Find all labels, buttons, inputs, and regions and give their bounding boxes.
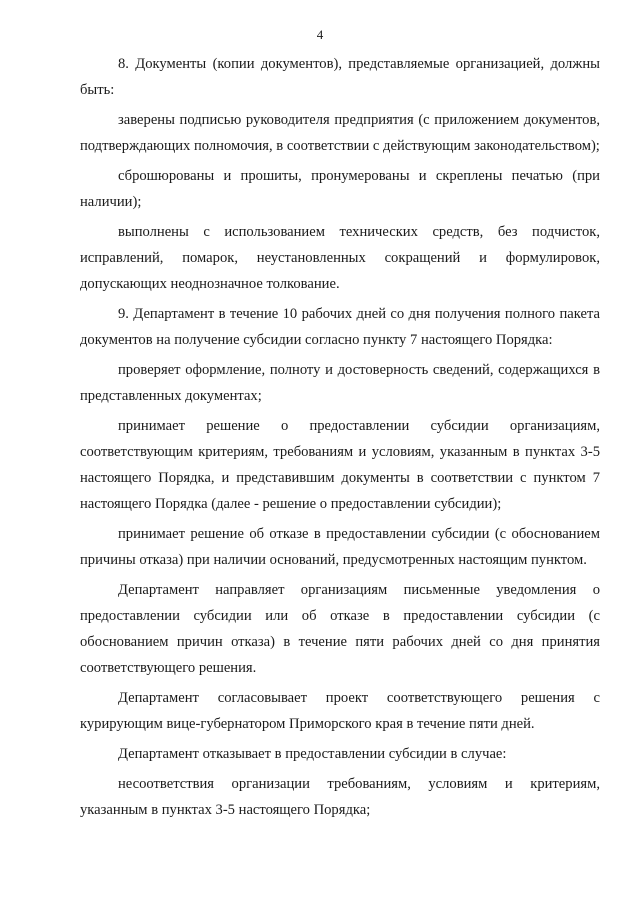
paragraph-bound: сброшюрованы и прошиты, пронумерованы и скреплены печатью (при наличии);: [80, 168, 600, 210]
page-number: 4: [316, 27, 324, 42]
paragraph-item-9-heading: 9. Департамент в течение 10 рабочих дней со дня получения полного пакета документов на получение субсидии согласно пункту 7 настоящего Порядка:: [80, 306, 600, 348]
paragraph-refusal-cases: Департамент отказывает в предоставлении субсидии в случае:: [118, 746, 507, 762]
paragraph-checks: проверяет оформление, полноту и достоверность сведений, содержащихся в представленных документах;: [80, 362, 600, 404]
paragraph-grant-decision: принимает решение о предоставлении субсидии организациям, соответствующим критериям, требованиям и условиям, указанным в пунктах 3-5 настоящего Порядка, и представившим документы в соответствии с пунктом 7 настоящего Порядка (далее - решение о предоставлении субсидии);: [80, 418, 600, 512]
paragraph-refusal-decision: принимает решение об отказе в предоставлении субсидии (с обоснованием причины отказа) при наличии оснований, предусмотренных настоящим пунктом.: [80, 526, 600, 568]
document-body: [80, 51, 600, 823]
paragraph-notification: Департамент направляет организациям письменные уведомления о предоставлении субсидии или об отказе в предоставлении субсидии (с обоснованием причин отказа) в течение пяти рабочих дней со дня принятия соответствующего решения.: [80, 582, 600, 676]
paragraph-item-8-heading: 8. Документы (копии документов), представляемые организацией, должны быть:: [80, 56, 600, 98]
paragraph-certified: заверены подписью руководителя предприятия (с приложением документов, подтверждающих полномочия, в соответствии с действующим законодательством);: [80, 112, 600, 154]
paragraph-approval: Департамент согласовывает проект соответствующего решения с курирующим вице-губернатором Приморского края в течение пяти дней.: [80, 690, 600, 732]
paragraph-executed: выполнены с использованием технических средств, без подчисток, исправлений, помарок, неустановленных сокращений и формулировок, допускающих неоднозначное толкование.: [80, 224, 600, 292]
paragraph-non-compliance: несоответствия организации требованиям, условиям и критериям, указанным в пунктах 3-5 настоящего Порядка;: [80, 776, 600, 818]
